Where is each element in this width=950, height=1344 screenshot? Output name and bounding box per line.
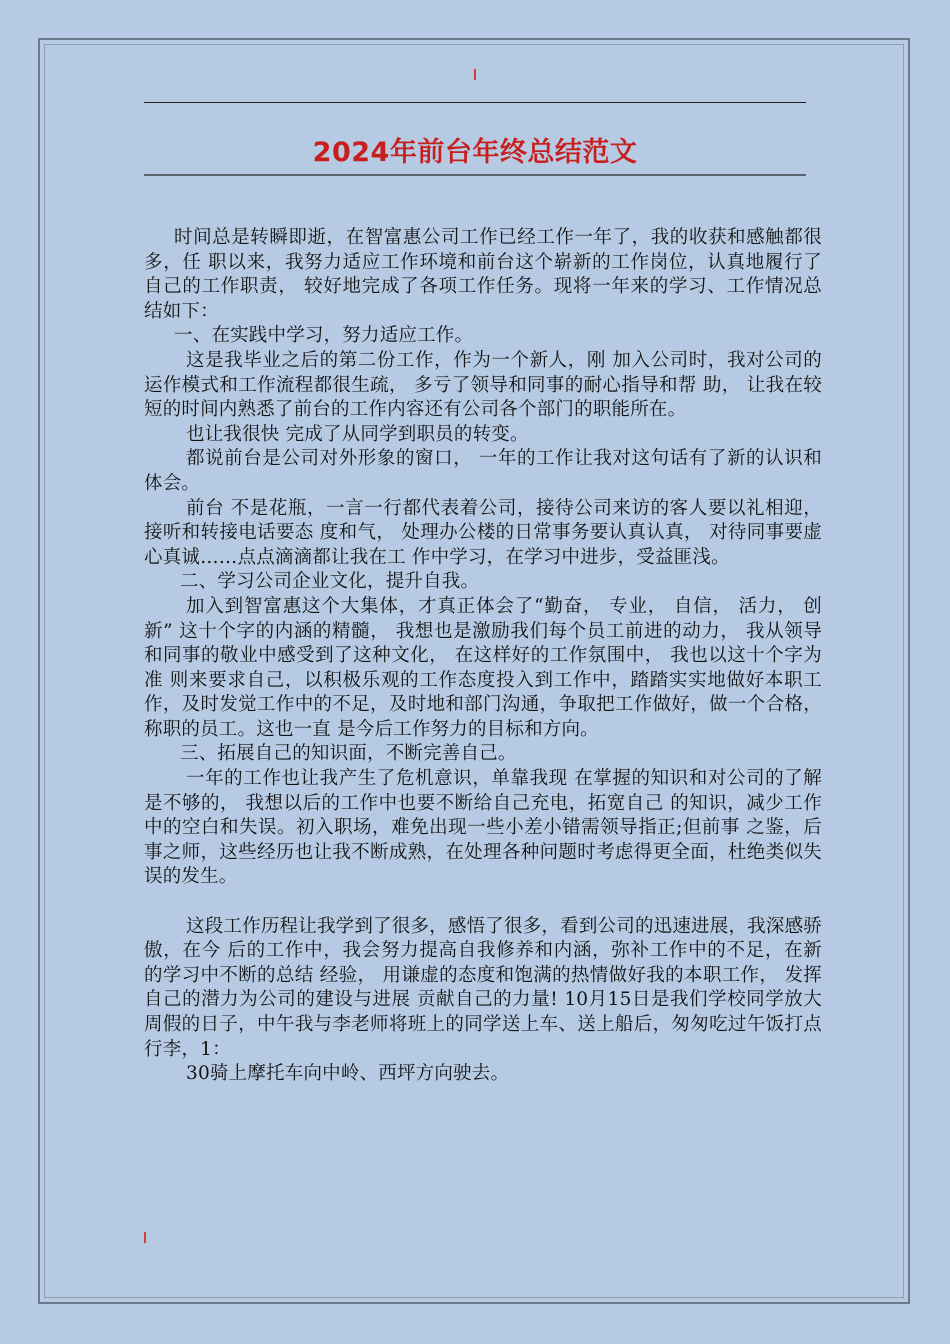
header-mark	[474, 69, 476, 80]
paragraph-section2: 加入到智富惠这个大集体，才真正体会了“勤奋， 专业， 自信， 活力， 创新” 这十个字的内涵的精髓， 我想也是激励我们每个员工前进的动力， 我从领导和同事的敬业中感受到了这种文化， 在这样好的工作氛围中， 我也以这十个字为准 则来要求自己，以积极乐观的工作态度投入到工作中，踏踏实实地做好本职工作，及时发觉工作中的不足，及时地和部门沟通，争取把工作做好，做一个合格，称职的员工。这也一直 是今后工作努力的目标和方向。	[144, 595, 822, 740]
header-rule	[144, 102, 806, 103]
document-body	[144, 226, 822, 1087]
paragraph-section1-d: 前台 不是花瓶，一言一行都代表着公司，接待公司来访的客人要以礼相迎，接听和转接电话要态 度和气， 处理办公楼的日常事务要认真认真， 对待同事要虚心真诚……点点滴滴都让我在工 作中学习，在学习中进步，受益匪浅。	[144, 497, 822, 568]
paragraph-section1-c: 都说前台是公司对外形象的窗口， 一年的工作让我对这句话有了新的认识和体会。	[144, 448, 822, 494]
paragraph-intro: 时间总是转瞬即逝，在智富惠公司工作已经工作一年了，我的收获和感触都很多，任 职以来，我努力适应工作环境和前台这个崭新的工作岗位，认真地履行了自己的工作职责， 较好地完成了各项工作任务。现将一年来的学习、工作情况总结如下：	[144, 227, 822, 322]
paragraph-section1-a: 这是我毕业之后的第二份工作，作为一个新人，刚 加入公司时，我对公司的运作模式和工作流程都很生疏， 多亏了领导和同事的耐心指导和帮 助， 让我在较短的时间内熟悉了前台的工作内容还有公司各个部门的职能所在。	[144, 349, 822, 421]
paragraph-section3: 一年的工作也让我产生了危机意识，单靠我现 在掌握的知识和对公司的了解是不够的， 我想以后的工作中也要不断给自己充电，拓宽自己 的知识，减少工作中的空白和失误。初入职场，难免出现一些小差小错需领导指正;但前事 之鉴，后事之师，这些经历也让我不断成熟，在处理各种问题时考虑得更全面，杜绝类似失 误的发生。	[144, 768, 822, 888]
section-heading-1: 一、在实践中学习，努力适应工作。	[174, 325, 474, 347]
paragraph-conclusion: 这段工作历程让我学到了很多，感悟了很多，看到公司的迅速进展，我深感骄傲，在今 后的工作中，我会努力提高自我修养和内涵，弥补工作中的不足，在新的学习中不断的总结 经验， 用谦虚的态度和饱满的热情做好我的本职工作， 发挥自己的潜力为公司的建设与进展 贡献自己的力量! 10月15日是我们学校同学放大周假的日子，中午我与李老师将班上的同学送上车、送上船后，匆匆吃过午饭打点行李，1：	[144, 915, 822, 1060]
paragraph-final: 30骑上摩托车向中岭、西坪方向驶去。	[186, 1063, 510, 1085]
blank-line	[144, 890, 822, 915]
title-rule	[144, 174, 806, 176]
document-title: 2024年前台年终总结范文	[312, 137, 638, 168]
paragraph-section1-b: 也让我很快 完成了从同学到职员的转变。	[186, 423, 529, 445]
section-heading-3: 三、拓展自己的知识面，不断完善自己。	[180, 743, 517, 765]
section-heading-2: 二、学习公司企业文化，提升自我。	[180, 571, 480, 593]
footer-mark	[144, 1232, 146, 1243]
